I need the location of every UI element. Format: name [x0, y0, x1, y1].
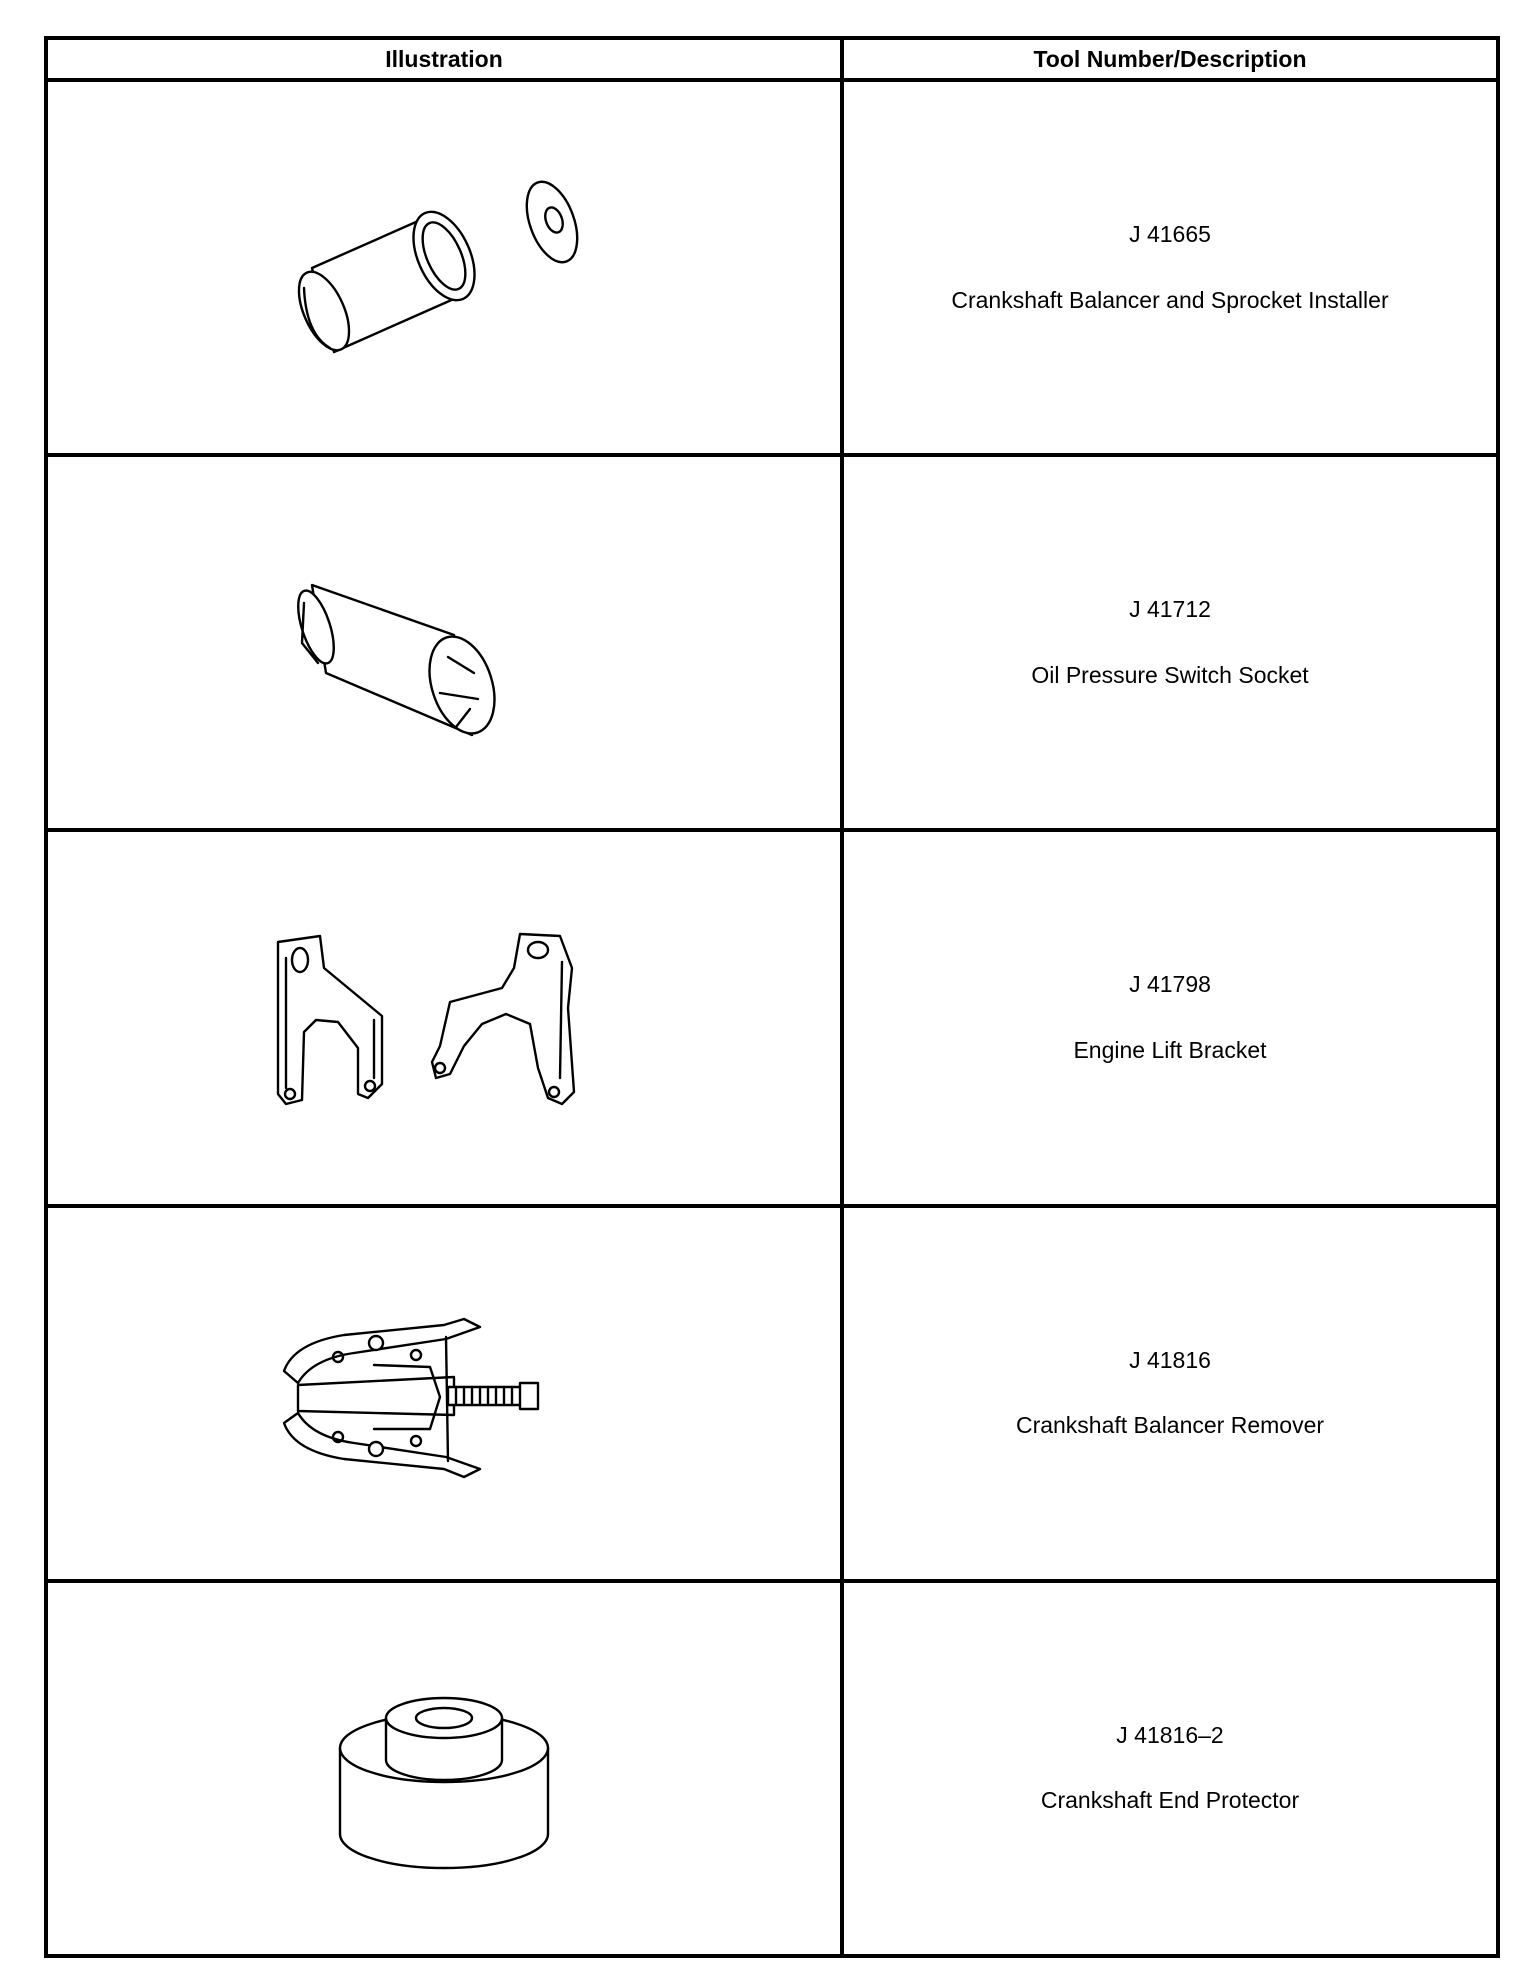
illustration-cell [46, 1206, 842, 1581]
tool-info-cell [842, 455, 1498, 830]
tool-description: Oil Pressure Switch Socket [1031, 661, 1309, 688]
table-row [46, 455, 1498, 830]
tool-number: J 41816–2 [1116, 1721, 1224, 1748]
tool-number: J 41712 [1129, 596, 1211, 623]
tool-info-cell [842, 80, 1498, 455]
tool-number: J 41798 [1129, 971, 1211, 998]
table-row [46, 1206, 1498, 1581]
tool-number: J 41816 [1129, 1346, 1211, 1373]
illustration-cell [46, 455, 842, 830]
header-illustration: Illustration [46, 38, 842, 80]
illustration-cell [46, 1581, 842, 1956]
tool-table [44, 36, 1500, 1958]
engine-lift-bracket-icon [234, 898, 654, 1138]
illustration-cell [46, 80, 842, 455]
table-row [46, 80, 1498, 455]
tool-description: Engine Lift Bracket [1073, 1036, 1267, 1063]
tool-info-cell [842, 1206, 1498, 1581]
header-tool-number-description: Tool Number/Description [842, 38, 1498, 80]
illustration-cell [46, 830, 842, 1205]
table-row [46, 1581, 1498, 1956]
crankshaft-end-protector-icon [234, 1648, 654, 1888]
tool-info-cell [842, 830, 1498, 1205]
table-row [46, 830, 1498, 1205]
balancer-sprocket-installer-icon [234, 148, 654, 388]
tool-description: Crankshaft Balancer and Sprocket Installer [951, 286, 1389, 313]
tool-number: J 41665 [1129, 221, 1211, 247]
tool-info-cell [842, 1581, 1498, 1956]
tool-description: Crankshaft Balancer Remover [1015, 1412, 1325, 1439]
balancer-remover-icon [234, 1273, 654, 1513]
table-header-row [46, 38, 1498, 80]
tool-description: Crankshaft End Protector [1040, 1787, 1300, 1814]
oil-pressure-switch-socket-icon [234, 523, 654, 763]
